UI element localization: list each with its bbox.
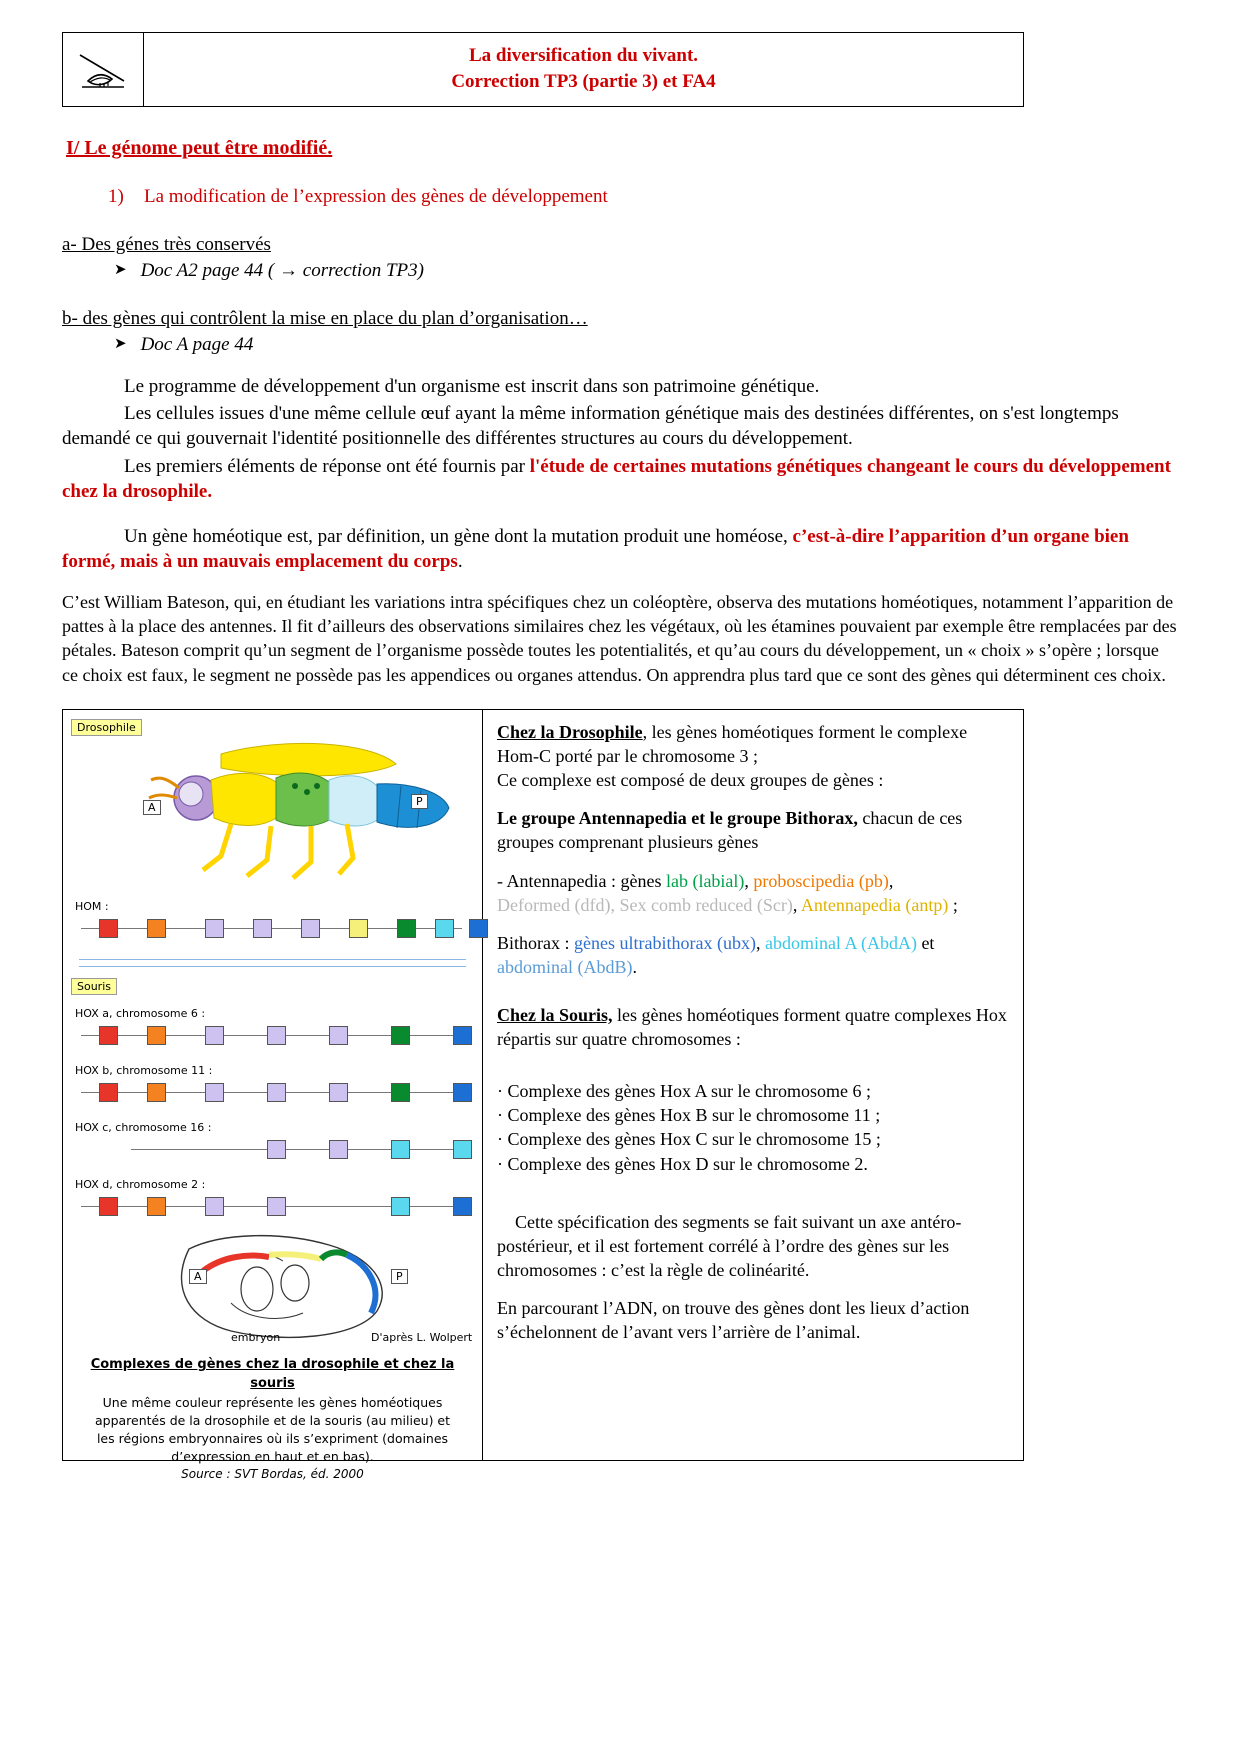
- subsection-label: La modification de l’expression des gènes de développement: [144, 186, 608, 208]
- paragraph-heading-a: [62, 234, 1178, 256]
- subsection-heading-1: [108, 186, 1178, 208]
- hox-complex-list: [497, 1079, 1009, 1175]
- gene-antp: Antennapedia (antp): [800, 894, 949, 915]
- gene-box: [147, 1197, 166, 1216]
- body-paragraph-3-lead: Les premiers éléments de réponse ont été fournis par: [124, 455, 530, 477]
- explanation-p1-line2: Ce complexe est composé de deux groupes de gènes :: [497, 770, 884, 791]
- gene-row-hom: [71, 915, 474, 941]
- gene-box: [397, 919, 416, 938]
- gene-dfd-scr: Deformed (dfd), Sex comb reduced (Scr): [497, 894, 793, 915]
- posterior-marker-embryo: P: [391, 1269, 408, 1284]
- section-heading-1: I/ Le génome peut être modifié.: [66, 137, 333, 160]
- sep-2: ,: [888, 870, 894, 891]
- gene-box: [391, 1026, 410, 1045]
- anterior-marker-fly: A: [143, 800, 161, 815]
- label-hox-a: HOX a, chromosome 6 :: [75, 1007, 206, 1021]
- divider-line: [79, 959, 466, 960]
- bullet-doc-a2-label: Doc A2 page 44 ( → correction TP3): [140, 260, 424, 282]
- gene-box: [301, 919, 320, 938]
- gene-box: [329, 1140, 348, 1159]
- tag-drosophile: Drosophile: [71, 719, 142, 736]
- gene-box: [205, 1026, 224, 1045]
- explanation-p2-rest: chacun de ces groupes comprenant plusieurs gènes: [497, 808, 963, 853]
- gene-box: [267, 1197, 286, 1216]
- anterior-marker-embryo: A: [189, 1269, 207, 1284]
- antennapedia-lead: - Antennapedia : gènes: [497, 870, 666, 891]
- gene-box: [435, 919, 454, 938]
- body-paragraph-5: C’est William Bateson, qui, en étudiant les variations intra spécifiques chez un coléoptère, observa des mutations homéotiques, notamment l’apparition de pattes à la place des antennes. Il fit d’ailleurs des observations similaires chez les végétaux, où les étamines pouvaient par exemple être remplacées par des pétales. Bateson comprit qu’un segment de l’organisme possède toutes les potentialités, et qu’au cours du développement, un « choix » s’opère ; lorsque ce choix est faux, le segment ne possède pas les appendices ou organes attendus. On apprendra plus tard que ce sont des gènes qui déterminent ces choix.: [62, 591, 1177, 685]
- figure-caption: [71, 1356, 474, 1484]
- gene-abda: abdominal A (AbdA): [764, 932, 917, 953]
- gene-box: [99, 1026, 118, 1045]
- bullet-arrow-icon: ➤: [114, 262, 127, 279]
- divider-line-2: [79, 966, 466, 967]
- bullet-doc-a2: [114, 260, 1178, 282]
- gene-box: [391, 1197, 410, 1216]
- gene-box: [205, 1197, 224, 1216]
- list-item: · Complexe des gènes Hox C sur le chromosome 15 ;: [497, 1129, 881, 1150]
- gene-box: [391, 1140, 410, 1159]
- label-hox-d: HOX d, chromosome 2 :: [75, 1178, 206, 1192]
- writing-hand-icon: [63, 33, 144, 106]
- gene-row-hoxb: [71, 1079, 474, 1105]
- document-figure-box: [62, 709, 1024, 1482]
- sep-3: ,: [792, 894, 801, 915]
- paragraph-heading-b: [62, 308, 1178, 330]
- gene-lab: lab (labial): [665, 870, 745, 891]
- document-header: [62, 32, 1024, 107]
- gene-box: [349, 919, 368, 938]
- explanation-panel: [483, 710, 1023, 1460]
- groupes-antennapedia-bithorax: Le groupe Antennapedia et le groupe Bithorax,: [497, 808, 858, 829]
- figure-caption-title: Complexes de gènes chez la drosophile et chez la souris: [90, 1357, 455, 1391]
- bithorax-lead: Bithorax :: [497, 932, 574, 953]
- figure-panel: [63, 710, 483, 1482]
- figure-caption-line2: apparentés de la drosophile et de la souris (au milieu) et: [94, 1412, 451, 1428]
- body-paragraph-4-end: .: [457, 550, 463, 572]
- gene-row-hoxc: [71, 1136, 474, 1162]
- figure-caption-line4: d’expression en haut et en bas).: [171, 1449, 374, 1465]
- label-hox-c: HOX c, chromosome 16 :: [75, 1121, 212, 1135]
- label-hox-b: HOX b, chromosome 11 :: [75, 1064, 213, 1078]
- paragraph-heading-b-text: b- des gènes qui contrôlent la mise en place du plan d’organisation…: [62, 308, 588, 330]
- gene-box: [453, 1026, 472, 1045]
- list-item: · Complexe des gènes Hox B sur le chromosome 11 ;: [497, 1105, 881, 1126]
- gene-box: [205, 919, 224, 938]
- tag-souris: Souris: [71, 978, 117, 995]
- gene-box: [329, 1026, 348, 1045]
- chez-la-drosophile-heading: Chez la Drosophile: [497, 722, 643, 743]
- bullet-arrow-icon-2: ➤: [114, 336, 127, 353]
- gene-box: [99, 1197, 118, 1216]
- label-credit: D'après L. Wolpert: [371, 1331, 473, 1345]
- body-paragraph-4: [62, 524, 1178, 574]
- gene-row-hoxd: [71, 1193, 474, 1219]
- gene-box: [453, 1197, 472, 1216]
- bullet-doc-a-label: Doc A page 44: [140, 334, 254, 356]
- gene-box: [267, 1083, 286, 1102]
- gene-box: [147, 1083, 166, 1102]
- bullet-doc-a: [114, 334, 1178, 356]
- body-paragraph-3-highlight: l'étude de certaines mutations génétiques changeant le cours du développement chez la drosophile.: [62, 455, 1171, 502]
- gene-ubx: gènes ultrabithorax (ubx): [574, 932, 756, 953]
- sep-6: et: [916, 932, 935, 953]
- explanation-paragraph-3: [497, 869, 1009, 917]
- chez-la-souris-heading: Chez la Souris,: [497, 1005, 613, 1025]
- header-title-line2: Correction TP3 (partie 3) et FA4: [451, 70, 716, 92]
- body-paragraph-3: [62, 454, 1178, 504]
- sep-4: ;: [948, 894, 958, 915]
- gene-row-hoxa: [71, 1022, 474, 1048]
- explanation-paragraph-7: En parcourant l’ADN, on trouve des gènes dont les lieux d’action s’échelonnent de l’avant vers l’arrière de l’animal.: [497, 1297, 970, 1343]
- gene-box: [453, 1140, 472, 1159]
- header-title: [144, 33, 1023, 106]
- gene-box: [99, 1083, 118, 1102]
- explanation-p5-rest: les gènes homéotiques forment quatre complexes Hox répartis sur quatre chromosomes :: [497, 1005, 1007, 1050]
- explanation-paragraph-6: Cette spécification des segments se fait suivant un axe antéro-postérieur, et il est fortement corrélé à l’ordre des gènes sur les chromosomes : c’est la règle de colinéarité.: [497, 1211, 962, 1280]
- paragraph-heading-a-text: a- Des génes très conservés: [62, 234, 271, 256]
- explanation-paragraph-1: [497, 720, 1009, 792]
- gene-box: [205, 1083, 224, 1102]
- label-embryon: embryon: [231, 1331, 281, 1345]
- gene-pb: proboscipedia (pb): [753, 870, 889, 891]
- explanation-paragraph-4: [497, 931, 1009, 979]
- gene-box: [99, 919, 118, 938]
- drosophila-illustration: [71, 736, 474, 896]
- gene-box: [469, 919, 488, 938]
- explanation-paragraph-2: [497, 806, 1009, 854]
- gene-box: [267, 1140, 286, 1159]
- figure-caption-source: Source : SVT Bordas, éd. 2000: [181, 1467, 364, 1482]
- list-item: · Complexe des gènes Hox D sur le chromosome 2.: [497, 1153, 868, 1174]
- posterior-marker-fly: P: [411, 794, 428, 809]
- body-paragraph-4-lead: Un gène homéotique est, par définition, un gène dont la mutation produit une homéose,: [124, 525, 793, 547]
- list-item: · Complexe des gènes Hox A sur le chromosome 6 ;: [497, 1081, 871, 1102]
- body-paragraph-4-highlight: c’est-à-dire l’apparition d’un organe bien formé, mais à un mauvais emplacement du corps: [62, 525, 1129, 572]
- gene-box: [329, 1083, 348, 1102]
- sep-1: ,: [744, 870, 754, 891]
- gene-box: [391, 1083, 410, 1102]
- body-paragraph-1: Le programme de développement d'un organisme est inscrit dans son patrimoine génétique.: [124, 376, 820, 398]
- figure-caption-line1: Une même couleur représente les gènes homéotiques: [102, 1394, 443, 1410]
- body-paragraph-2: Les cellules issues d'une même cellule œuf ayant la même information génétique mais des destinées différentes, on s'est longtemps demandé ce qui gouvernait l'identité positionnelle des différentes structures au cours du développement.: [62, 403, 1119, 450]
- gene-box: [147, 919, 166, 938]
- gene-box: [253, 919, 272, 938]
- label-hom: HOM :: [75, 900, 109, 914]
- figure-caption-line3: les régions embryonnaires où ils s’expriment (domaines: [96, 1430, 449, 1446]
- mouse-embryo-illustration: [71, 1227, 474, 1352]
- gene-abdb: abdominal (AbdB): [497, 956, 633, 977]
- gene-box: [453, 1083, 472, 1102]
- explanation-paragraph-5: [497, 1003, 1009, 1051]
- subsection-number: 1): [108, 186, 124, 208]
- sep-5: ,: [755, 932, 765, 953]
- explanation-p1-rest: , les gènes homéotiques forment le complexe Hom-C porté par le chromosome 3 ;: [497, 722, 968, 767]
- chromosome-line: [131, 1149, 462, 1150]
- sep-7: .: [632, 956, 637, 977]
- header-title-line1: La diversification du vivant.: [468, 45, 699, 66]
- gene-box: [147, 1026, 166, 1045]
- gene-box: [267, 1026, 286, 1045]
